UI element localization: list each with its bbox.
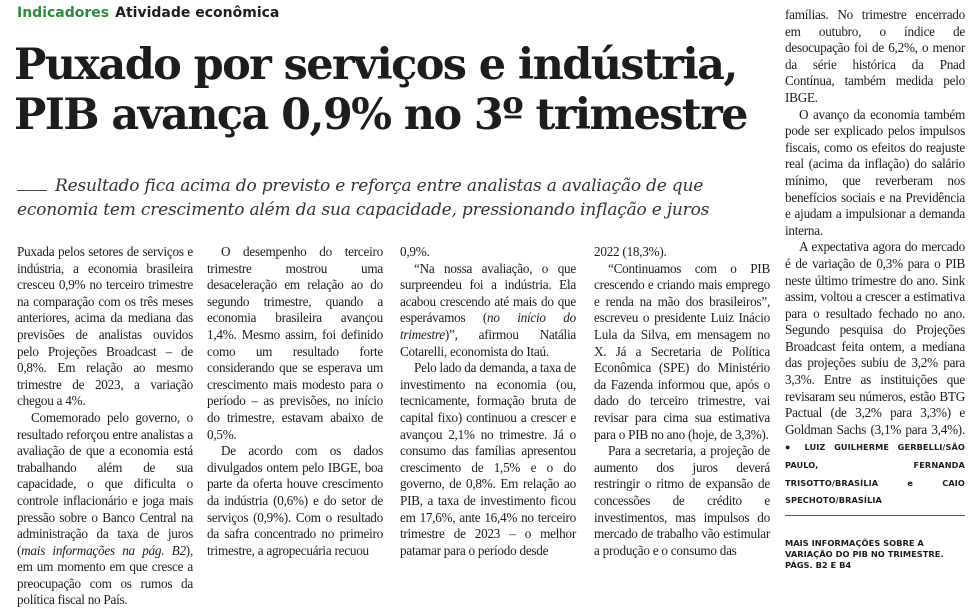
paragraph-8 <box>785 7 965 107</box>
paragraph-8 <box>594 443 770 559</box>
paragraph-9 <box>785 107 965 240</box>
text-run: Pelo lado da demanda, a taxa de investimento na economia (ou, tecnicamente, formação bruta de capital fixo) continuou a crescer e avançou 2,1% no trimestre. Já o consumo das famílias apresentou crescimento de 1,5% e o do governo, de 0,8%. Em relação ao PIB, a taxa de investimento ficou em 17,6%, ante 16,4% no terceiro trimestre de 2023 – o melhor patamar para o período desde <box>400 360 576 558</box>
article-column-2 <box>207 244 383 569</box>
text-run: O desempenho do terceiro trimestre mostrou uma desaceleração em relação ao do segundo trimestre, quando a economia brasileira avançou 1,4%. Mesmo assim, foi definido como um resultado forte considerando que se esperava um crescimento mais modesto para o período – as previsões, no início do trimestre, estavam abaixo de 0,5%. <box>207 244 383 442</box>
article-column-3 <box>400 244 576 569</box>
paragraph-3 <box>207 244 383 443</box>
text-run: De acordo com os dados divulgados ontem pelo IBGE, boa parte da oferta houve crescimento da indústria (0,6%) e do setor de serviços (0,9%). Com o resultado da safra concentrado no primeiro trimestre, a agropecuária recuou <box>207 443 383 558</box>
section-kicker <box>17 5 279 21</box>
text-run: 2022 (18,3%). <box>594 244 667 259</box>
paragraph-2-text-a: Comemorado pelo governo, o resultado reforçou entre analistas a avaliação de que a economia está trabalhando além de sua capacidade, o que dificulta o controle inflacionário e joga mais pressão sobre o Banco Central na administração da taxa de juros ( <box>17 409 193 558</box>
text-run: Para a secretaria, a projeção de aumento dos juros deverá restringir o ritmo de expansão de concessões de crédito e investimentos, mas impulsos do mercado de trabalho vão estimular a produção e o consumo das <box>594 443 770 558</box>
page-reference[interactable]: mais informações na pág. B2 <box>21 542 186 558</box>
paragraph-5-text-a: “Na nossa avaliação, o que surpreendeu foi a indústria. Ela acabou crescendo até mais do que esperávamos ( <box>400 260 576 326</box>
text-run: O avanço da economia também pode ser explicado pelos impulsos fiscais, como os efeitos do reajuste real (acima da inflação) do salário mínimo, que reverberam nos benefícios sociais e na Previdência e ajudam a impulsionar a demanda interna. <box>785 106 965 238</box>
subsection-label: Atividade econômica <box>115 5 280 21</box>
end-bullet: ● <box>785 442 796 453</box>
paragraph-7 <box>594 261 770 444</box>
byline: LUIZ GUILHERME GERBELLI/SÃO PAULO, FERNANDA TRISOTTO/BRASÍLIA e CAIO SPECHOTO/BRASÍLIA <box>785 442 965 506</box>
sidebar-rule <box>785 515 965 516</box>
paragraph-2-text-b: ), em um momento em que cresce a preocupação com os rumos da política fiscal no País. <box>17 542 193 608</box>
paragraph-6 <box>594 244 770 261</box>
deck-subheadline: Resultado fica acima do previsto e reforça entre analistas a avaliação de que economia tem crescimento além da sua capacidade, pressionando inflação e juros <box>17 176 710 220</box>
text-run <box>796 438 805 453</box>
article-column-1 <box>17 244 193 608</box>
paragraph-6 <box>400 360 576 559</box>
headline-line-1: Puxado por serviços e indústria, <box>14 40 737 90</box>
paragraph-5 <box>400 261 576 361</box>
headline-line-2: PIB avança 0,9% no 3º trimestre <box>14 90 747 140</box>
article-column-4 <box>594 244 770 569</box>
text-run: 0,9%. <box>400 244 430 259</box>
text-run: famílias. No trimestre encerrado em outubro, o índice de desocupação foi de 6,2%, o menor da série histórica da Pnad Contínua, também medida pelo IBGE. <box>785 7 965 105</box>
paragraph-4 <box>207 443 383 559</box>
paragraph-5-text-b: )”, afirmou Natália Cotarelli, economista do Itaú. <box>400 326 576 359</box>
text-run: “Continuamos com o PIB crescendo e criando mais emprego e renda na mão dos brasileiros”, escreveu o presidente Luiz Inácio Lula da Silva, em mensagem no X. Já a Secretaria de Política Econômica (SPE) do Ministério da Fazenda informou que, após o dado do terceiro trimestre, vai revisar para cima sua estimativa para o PIB no ano (hoje, de 3,3%). <box>594 260 770 442</box>
headline <box>14 40 774 140</box>
paragraph-10-text: A expectativa agora do mercado é de variação de 0,3% para o PIB neste último trimestre do ano. Sink assim, voltou a crescer a estimativa para o resultado fechado no ano. Segundo pesquisa do Projeções Broadcast feita ontem, a mediana das projeções subiu de 3,2% para 3,3%. Entre as instituições que revisaram seu números, estão BTG Pactual (de 3,2% para 3,3%) e Goldman Sachs (3,1% para 3,4%). <box>785 239 965 437</box>
related-link-note[interactable]: MAIS INFORMAÇÕES SOBRE A VARIAÇÃO DO PIB NO TRIMESTRE. PÁGS. B2 E B4 <box>785 538 944 570</box>
paragraph-1: Puxada pelos setores de serviços e indústria, a economia brasileira cresceu 0,9% no terceiro trimestre na comparação com os três meses anteriores, acima da mediana das previsões de analistas ouvidos pelo Projeções Broadcast – de 0,8%. Em relação ao mesmo trimestre de 2023, a variação chegou a 4%. <box>17 244 193 409</box>
article-column-5 <box>785 7 965 512</box>
inline-note: no início do trimestre <box>400 310 576 342</box>
paragraph-10 <box>785 239 965 509</box>
section-label[interactable]: Indicadores <box>17 5 110 21</box>
paragraph-2 <box>17 410 193 609</box>
paragraph-4 <box>400 244 576 261</box>
